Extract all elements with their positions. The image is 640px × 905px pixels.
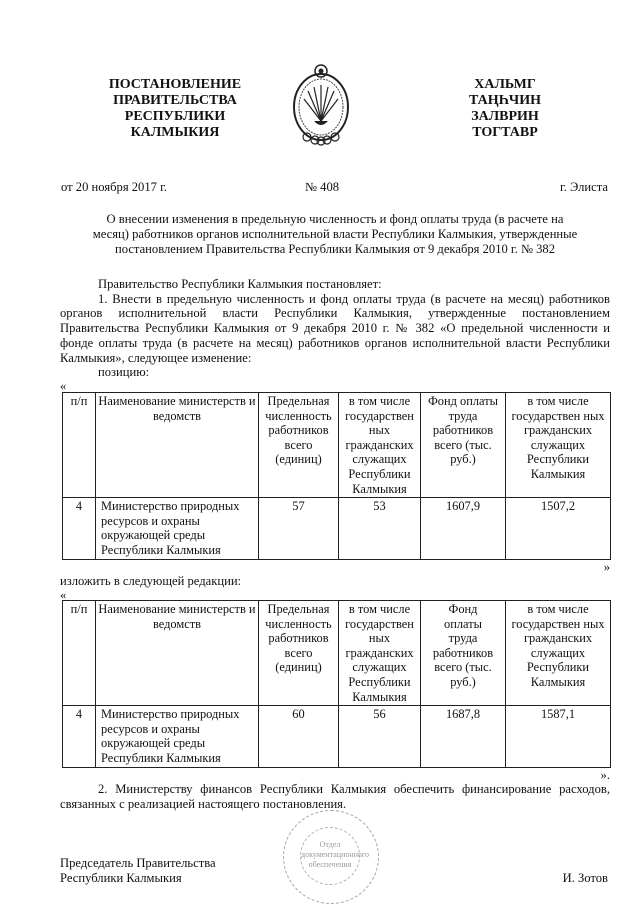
signatory-name: И. Зотов xyxy=(562,871,608,885)
table-row: 4 Министерство природных ресурсов и охраны окружающей среды Республики Калмыкия 60 56 1687,8 1587,1 xyxy=(63,706,611,767)
official-stamp: Отдел документационного обеспечения xyxy=(283,810,379,904)
header-right: ХАЛЬМГ ТАҢҺЧИН ЗАЛВРИН ТОГТАВР xyxy=(469,77,541,140)
table-header-row: п/п Наименование министерств и ведомств Предельная численность работников всего (единиц) в том числе государствен ных гражданских служащих Республики Калмыкия Фонд оплаты труда работников всего (тыс. руб.) в том числе государствен ных гражданских служащих Республики Калмыкия xyxy=(63,393,611,498)
body-text: Правительство Республики Калмыкия постановляет: 1. Внести в предельную численность и фонд оплаты труда (в расчете на месяц) работников органов исполнительной власти Республики Калмыкия, утвержденные постановлением Правительства Республики Калмыкия от 9 декабря 2010 г. № 382 «О предельной численности и фонде оплаты труда (в расчете на месяц) работников органов исполнительной власти Республики Калмыкия», следующее изменение: позицию: « xyxy=(60,277,610,393)
restate-text: изложить в следующей редакции: xyxy=(60,573,242,588)
table-row: 4 Министерство природных ресурсов и охраны окружающей среды Республики Калмыкия 57 53 1607,9 1507,2 xyxy=(63,498,611,559)
open-quote-2: « xyxy=(60,587,67,602)
close-quote-2: ». xyxy=(600,767,610,782)
close-quote: » xyxy=(603,559,610,574)
document-city: г. Элиста xyxy=(559,180,608,194)
table-header-row: п/п Наименование министерств и ведомств Предельная численность работников всего (единиц) в том числе государствен ных гражданских служащих Республики Калмыкия Фонд оплаты труда работников всего (тыс. руб.) в том числе государствен ных гражданских служащих Республики Калмыкия xyxy=(63,601,611,706)
document-title: О внесении изменения в предельную численность и фонд оплаты труда (в расчете на месяц) работников органов исполнительной власти Республики Калмыкия, утвержденные постановлением Правительства Республики Калмыкия от 9 декабря 2010 г. № 382 xyxy=(92,212,578,256)
signatory-title: Председатель Правительства Республики Калмыкия xyxy=(60,856,216,885)
document-date: от 20 ноября 2017 г. xyxy=(61,180,167,194)
open-quote: « xyxy=(60,378,67,393)
old-position-block xyxy=(60,392,610,601)
document-number: № 408 xyxy=(305,180,340,194)
new-position-block xyxy=(60,600,610,812)
paragraph-2: 2. Министерству финансов Республики Калмыкия обеспечить финансирование расходов, связанных с реализацией настоящего постановления. xyxy=(60,781,610,811)
header-left: ПОСТАНОВЛЕНИЕ ПРАВИТЕЛЬСТВА РЕСПУБЛИКИ КАЛМЫКИЯ xyxy=(108,77,242,140)
table-old-position xyxy=(62,392,611,560)
table-new-position xyxy=(62,600,611,768)
emblem-icon xyxy=(290,63,352,147)
